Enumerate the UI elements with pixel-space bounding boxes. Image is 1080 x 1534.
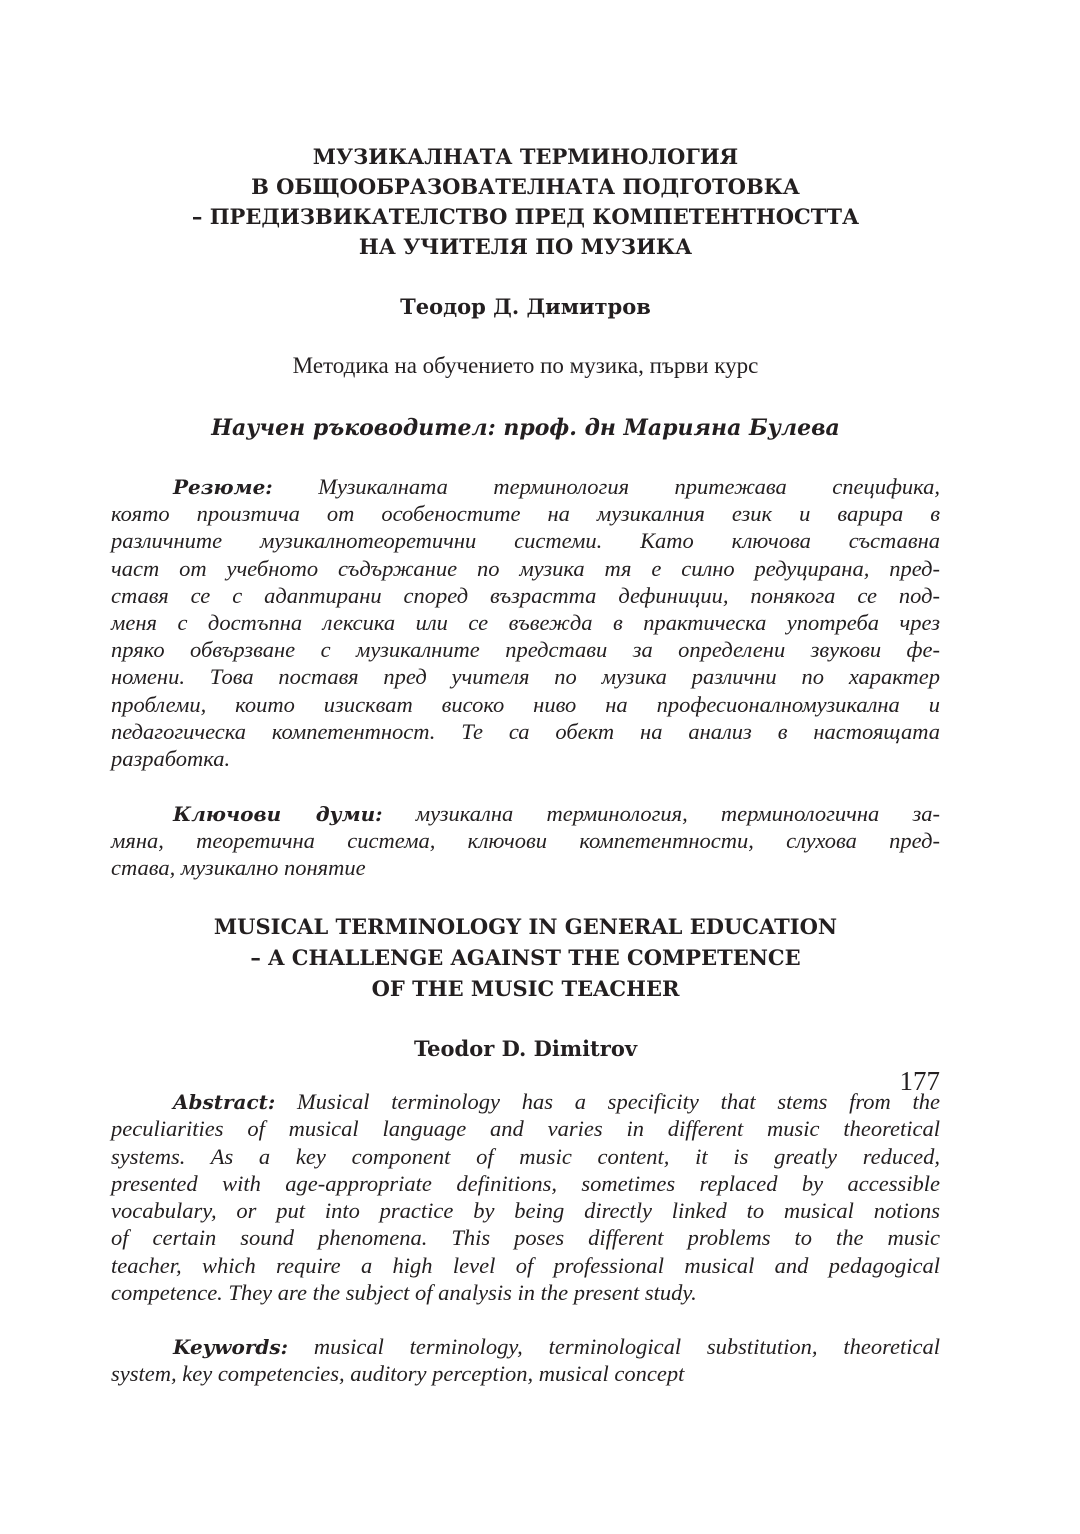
keywords-line: мяна, теоретична система, ключови компетентности, слухова пред- <box>111 828 940 854</box>
keywords-label: Keywords: <box>173 1335 289 1359</box>
abstract-line: Музикалната терминология притежава специфика, <box>318 474 941 499</box>
title-line: – A CHALLENGE AGAINST THE COMPETENCE <box>250 945 801 970</box>
abstract-label: Резюме: <box>173 475 273 499</box>
abstract-line: която произтича от особеностите на музикалния език и варира в <box>111 501 940 527</box>
abstract-line: меня с достъпна лексика или се въвежда в практическа употреба чрез <box>111 609 940 635</box>
abstract-label: Abstract: <box>173 1090 276 1114</box>
title-line: МУЗИКАЛНАТА ТЕРМИНОЛОГИЯ <box>312 144 739 169</box>
bg-author: Теодор Д. Димитров <box>400 294 651 319</box>
title-line: – ПРЕДИЗВИКАТЕЛСТВО ПРЕД КОМПЕТЕНТНОСТТА <box>191 204 860 229</box>
abstract-line: проблеми, които изискват високо ниво на професионалномузикална и <box>111 691 940 717</box>
en-title <box>111 911 940 1004</box>
title-line: В ОБЩООБРАЗОВАТЕЛНАТА ПОДГОТОВКА <box>251 174 800 199</box>
bg-supervisor: Научен ръководител: проф. дн Марияна Булева <box>211 415 840 441</box>
title-line: MUSICAL TERMINOLOGY IN GENERAL EDUCATION <box>213 914 838 939</box>
page-number: 177 <box>899 1066 940 1096</box>
keywords-line: system, key competencies, auditory perception, musical concept <box>111 1361 685 1387</box>
keywords-line: музикална терминология, терминологична за- <box>415 801 940 826</box>
keywords-label: Ключови думи: <box>173 802 383 826</box>
title-line: НА УЧИТЕЛЯ ПО МУЗИКА <box>358 234 693 259</box>
abstract-line: педагогическа компетентност. Те са обект на анализ в настоящата <box>111 718 940 744</box>
abstract-line: разработка. <box>111 745 231 771</box>
abstract-line: vocabulary, or put into practice by being directly linked to musical notions <box>111 1198 940 1224</box>
en-abstract <box>111 1088 940 1306</box>
abstract-line: номени. Това поставя пред учителя по музика различни по характер <box>111 664 940 690</box>
keywords-line: става, музикално понятие <box>111 855 366 881</box>
en-author: Teodor D. Dimitrov <box>413 1036 638 1061</box>
abstract-line: пряко обвързване с музикалните представи за определени звукови фе- <box>111 637 940 663</box>
bg-title <box>111 142 940 262</box>
abstract-line: of certain sound phenomena. This poses different problems to the music <box>111 1225 940 1251</box>
bg-abstract <box>111 473 940 772</box>
abstract-line: presented with age-appropriate definitions, sometimes replaced by accessible <box>111 1170 940 1196</box>
keywords-line: musical terminology, terminological substitution, theoretical <box>313 1334 941 1359</box>
bg-course: Методика на обучението по музика, първи курс <box>292 353 759 378</box>
abstract-line: systems. As a key component of music content, it is greatly reduced, <box>111 1143 940 1169</box>
abstract-line: Musical terminology has a specificity that stems from the <box>297 1089 940 1114</box>
abstract-line: част от учебното съдържание по музика тя е силно редуцирана, пред- <box>111 555 940 581</box>
title-line: OF THE MUSIC TEACHER <box>371 976 680 1001</box>
abstract-line: competence. They are the subject of analysis in the present study. <box>111 1280 697 1306</box>
abstract-line: ставя се с адаптирани според възрастта дефиниции, понякога се под- <box>111 582 940 608</box>
abstract-line: различните музикалнотеоретични системи. Като ключова съставна <box>111 528 940 554</box>
abstract-line: peculiarities of musical language and varies in different music theoretical <box>111 1116 940 1142</box>
en-keywords <box>111 1333 940 1388</box>
bg-keywords <box>111 800 940 882</box>
abstract-line: teacher, which require a high level of professional musical and pedagogical <box>111 1252 940 1278</box>
